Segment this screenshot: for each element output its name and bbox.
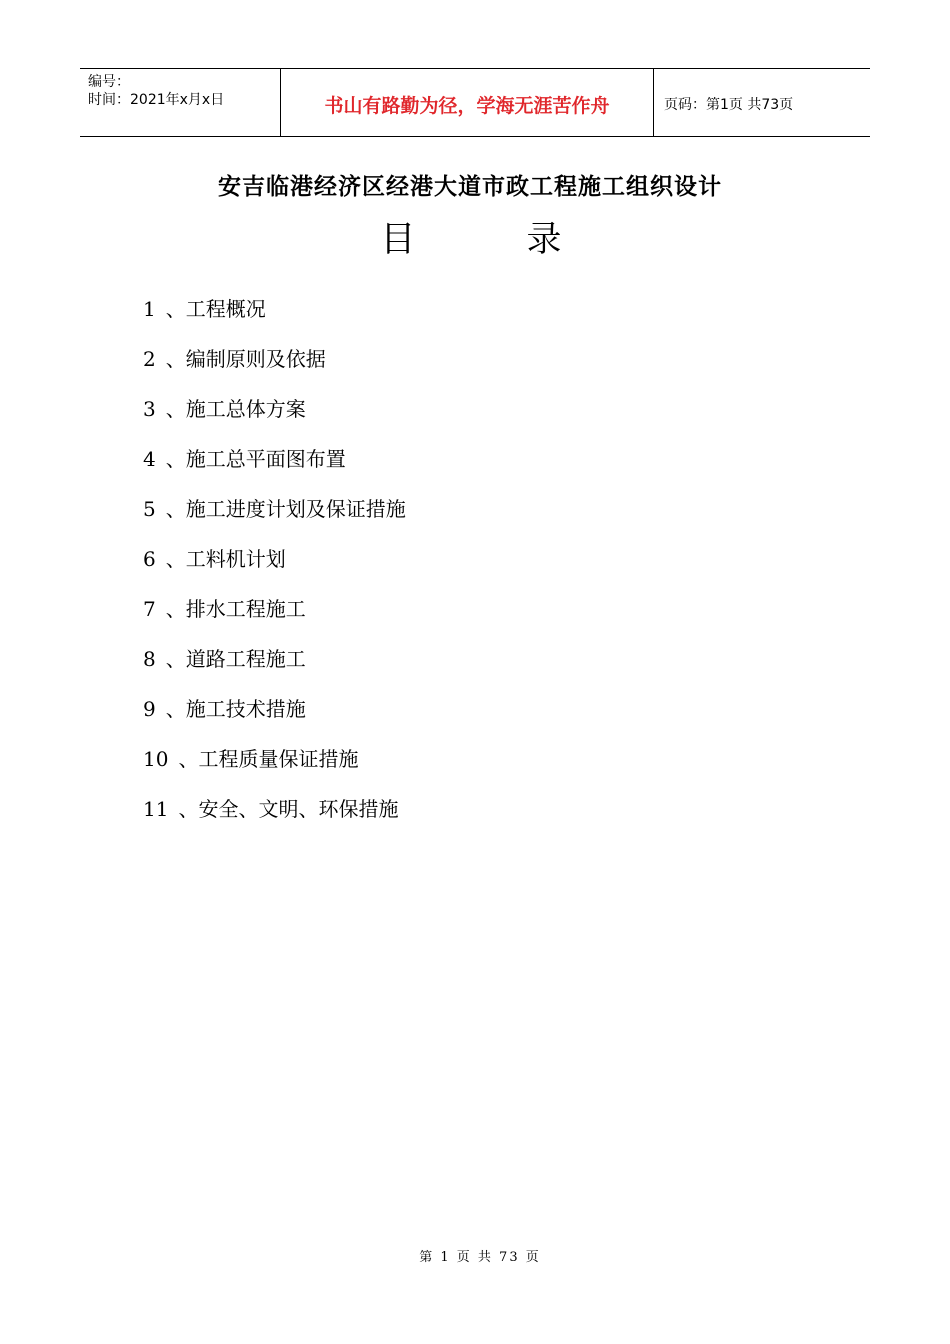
- toc-item-number: 5: [143, 497, 156, 521]
- toc-item[interactable]: [143, 746, 406, 796]
- toc-item-number: 7: [143, 597, 156, 621]
- toc-item-title: 、工程概况: [165, 297, 266, 321]
- toc-item-number: 8: [143, 647, 156, 671]
- document-number-label: 编号：: [88, 74, 130, 90]
- header-page-info: 页码：第1页 共73页: [664, 96, 794, 113]
- toc-item[interactable]: [143, 596, 406, 646]
- toc-item-number: 1: [143, 297, 156, 321]
- header-meta-cell: [80, 69, 281, 136]
- toc-item-title: 、编制原则及依据: [165, 347, 326, 371]
- table-of-contents: [143, 296, 406, 846]
- document-time-label: 时间：2021年x月x日: [88, 92, 225, 108]
- page-header: [80, 68, 870, 137]
- toc-heading: 目 录: [380, 220, 612, 260]
- toc-item[interactable]: [143, 796, 406, 846]
- header-motto: 书山有路勤为径，学海无涯苦作舟: [281, 69, 654, 136]
- toc-item-title: 、施工进度计划及保证措施: [165, 497, 406, 521]
- toc-item-number: 3: [143, 397, 156, 421]
- toc-item-title: 、工程质量保证措施: [178, 747, 359, 771]
- document-title: 安吉临港经济区经港大道市政工程施工组织设计: [218, 173, 722, 200]
- toc-item-title: 、施工技术措施: [165, 697, 306, 721]
- toc-item[interactable]: [143, 446, 406, 496]
- toc-item-number: 2: [143, 347, 156, 371]
- toc-item[interactable]: [143, 696, 406, 746]
- toc-item-title: 、排水工程施工: [165, 597, 306, 621]
- toc-item-number: 4: [143, 447, 156, 471]
- toc-item[interactable]: [143, 296, 406, 346]
- toc-item-number: 6: [143, 547, 156, 571]
- toc-item-number: 10: [143, 747, 169, 771]
- toc-item-number: 11: [143, 797, 169, 821]
- toc-item[interactable]: [143, 396, 406, 446]
- toc-item-title: 、道路工程施工: [165, 647, 306, 671]
- toc-item-title: 、施工总体方案: [165, 397, 306, 421]
- toc-item[interactable]: [143, 346, 406, 396]
- toc-item-number: 9: [143, 697, 156, 721]
- toc-item-title: 、工料机计划: [165, 547, 286, 571]
- toc-item[interactable]: [143, 496, 406, 546]
- toc-item-title: 、施工总平面图布置: [165, 447, 346, 471]
- toc-item[interactable]: [143, 546, 406, 596]
- toc-item-title: 、安全、文明、环保措施: [178, 797, 399, 821]
- page-footer: 第 1 页 共 73 页: [419, 1250, 541, 1265]
- toc-item[interactable]: [143, 646, 406, 696]
